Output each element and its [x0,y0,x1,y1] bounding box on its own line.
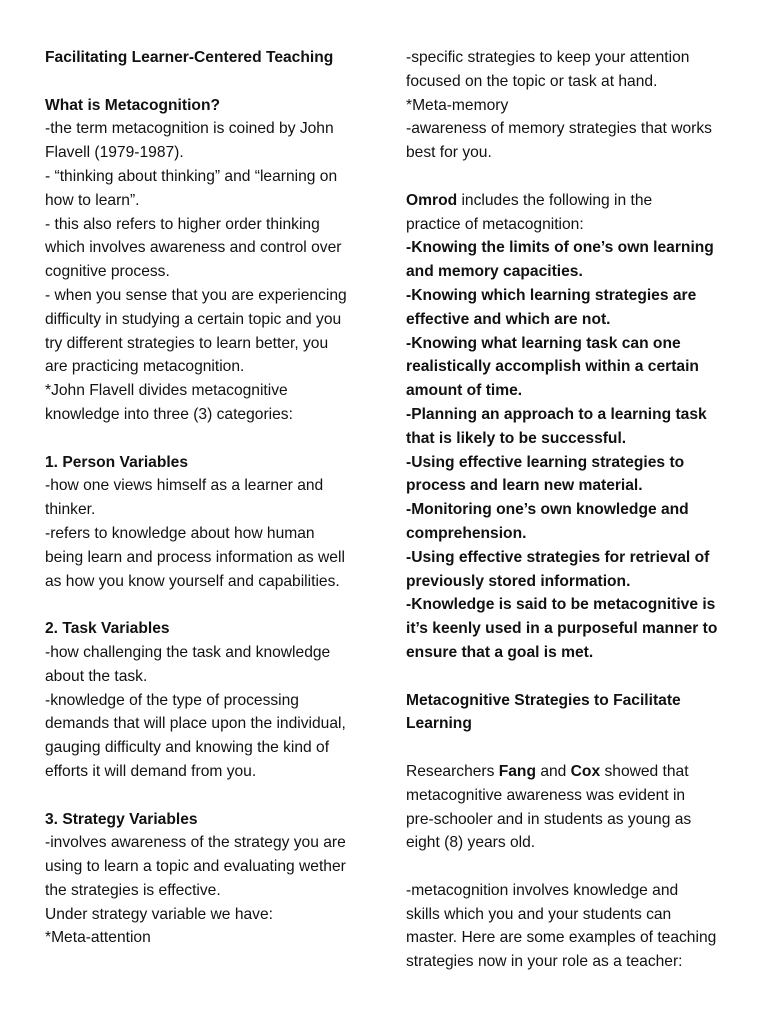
text-line: being learn and process information as well [45,548,345,566]
text-line [406,236,736,260]
blank-line [45,593,375,617]
text-line: - when you sense that you are experiencing [45,286,347,304]
text-line: the strategies is effective. [45,881,221,899]
text-run: best for you. [406,144,492,162]
text-run: strategies now in your role as a teacher: [406,953,683,971]
bold-run: Learning [406,715,472,733]
text-line [406,260,736,284]
text-line [406,926,736,950]
text-line [406,308,736,332]
text-run: master. Here are some examples of teaching [406,929,717,947]
right-column [406,46,736,974]
text-run: eight (8) years old. [406,834,536,852]
text-line [406,855,736,879]
bold-run: previously stored information. [406,572,631,590]
text-line: *John Flavell divides metacognitive [45,382,288,400]
text-line [406,379,736,403]
text-line: Under strategy variable we have: [45,905,273,923]
text-line [406,593,736,617]
bold-run: -Knowing which learning strategies are [406,286,697,304]
text-line [406,879,736,903]
text-run: Researchers [406,762,499,780]
bold-run: -Using effective learning strategies to [406,453,685,471]
text-line: gauging difficulty and knowing the kind of [45,739,330,757]
text-line [406,522,736,546]
text-line [406,498,736,522]
text-line: Flavell (1979-1987). [45,144,184,162]
text-line: efforts it will demand from you. [45,762,257,780]
text-line [406,46,736,70]
bold-run: amount of time. [406,382,523,400]
text-line: - “thinking about thinking” and “learning on [45,167,338,185]
bold-run: Cox [570,762,601,780]
text-line [406,903,736,927]
text-line [406,831,736,855]
text-line: *Meta-attention [45,929,151,947]
text-line: thinker. [45,501,96,519]
bold-run: and memory capacities. [406,263,583,281]
text-line [406,117,736,141]
bold-run: -Knowledge is said to be metacognitive is [406,596,716,614]
text-line [406,808,736,832]
bold-run: Omrod [406,191,458,209]
text-line: -how one views himself as a learner and [45,477,324,495]
text-line [406,617,736,641]
bold-run: Fang [498,762,536,780]
text-line: cognitive process. [45,263,170,281]
text-line [406,189,736,213]
text-line: as how you know yourself and capabilities. [45,572,340,590]
text-line: -knowledge of the type of processing [45,691,299,709]
text-line [406,736,736,760]
bold-run: Metacognitive Strategies to Facilitate [406,691,681,709]
left-column [45,46,375,950]
text-run: metacognitive awareness was evident in [406,786,686,804]
bold-run: -Knowing the limits of one’s own learning [406,239,714,257]
text-line: about the task. [45,667,148,685]
text-line [406,141,736,165]
text-line: which involves awareness and control over [45,239,342,257]
text-run: -specific strategies to keep your attention [406,49,690,66]
heading-line: What is Metacognition? [45,96,220,114]
blank-line [45,70,375,94]
bold-run: that is likely to be successful. [406,429,627,447]
heading-line: 1. Person Variables [45,453,189,471]
text-run: includes the following in the [457,191,653,209]
text-line [406,332,736,356]
text-line [406,451,736,475]
heading-line: 2. Task Variables [45,620,170,638]
bold-run: realistically accomplish within a certain [406,358,699,376]
bold-run: -Monitoring one’s own knowledge and [406,501,689,519]
text-line: are practicing metacognition. [45,358,245,376]
bold-run: comprehension. [406,524,527,542]
text-line: -the term metacognition is coined by John [45,120,334,138]
text-line [406,784,736,808]
text-line [406,760,736,784]
text-line [406,474,736,498]
text-run: and [535,762,571,780]
bold-run: process and learn new material. [406,477,643,495]
text-run: -awareness of memory strategies that works [406,120,712,138]
text-line: -how challenging the task and knowledge [45,643,331,661]
text-line: -refers to knowledge about how human [45,524,315,542]
text-line: try different strategies to learn better, you [45,334,329,352]
text-line [406,712,736,736]
bold-run: ensure that a goal is met. [406,643,594,661]
heading-line: 3. Strategy Variables [45,810,198,828]
text-line [406,570,736,594]
blank-line [45,427,375,451]
text-line: using to learn a topic and evaluating wether [45,858,346,876]
text-line: difficulty in studying a certain topic and you [45,310,342,328]
text-line [406,213,736,237]
text-run: pre-schooler and in students as young as [406,810,692,828]
text-line [406,403,736,427]
text-line [406,641,736,665]
text-line: - this also refers to higher order thinking [45,215,320,233]
text-line [406,665,736,689]
text-line: how to learn”. [45,191,140,209]
text-line: -involves awareness of the strategy you are [45,834,346,852]
text-line [406,284,736,308]
blank-line [45,784,375,808]
text-run: focused on the topic or task at hand. [406,72,658,90]
text-line [406,950,736,974]
bold-run: -Planning an approach to a learning task [406,405,707,423]
text-run: -metacognition involves knowledge and [406,881,679,899]
text-line [406,427,736,451]
bold-run: -Knowing what learning task can one [406,334,681,352]
text-line: knowledge into three (3) categories: [45,405,293,423]
text-line [406,355,736,379]
text-line: demands that will place upon the individual, [45,715,346,733]
text-run: skills which you and your students can [406,905,672,923]
text-line [406,70,736,94]
text-run: showed that [600,762,689,780]
bold-run: -Using effective strategies for retrieval of [406,548,710,566]
text-line [406,546,736,570]
bold-run: effective and which are not. [406,310,611,328]
heading-line: Facilitating Learner-Centered Teaching [45,49,334,66]
text-line [406,94,736,118]
text-line [406,165,736,189]
bold-run: it’s keenly used in a purposeful manner to [406,620,718,638]
text-line [406,689,736,713]
text-run: practice of metacognition: [406,215,584,233]
text-run: *Meta-memory [406,96,509,114]
